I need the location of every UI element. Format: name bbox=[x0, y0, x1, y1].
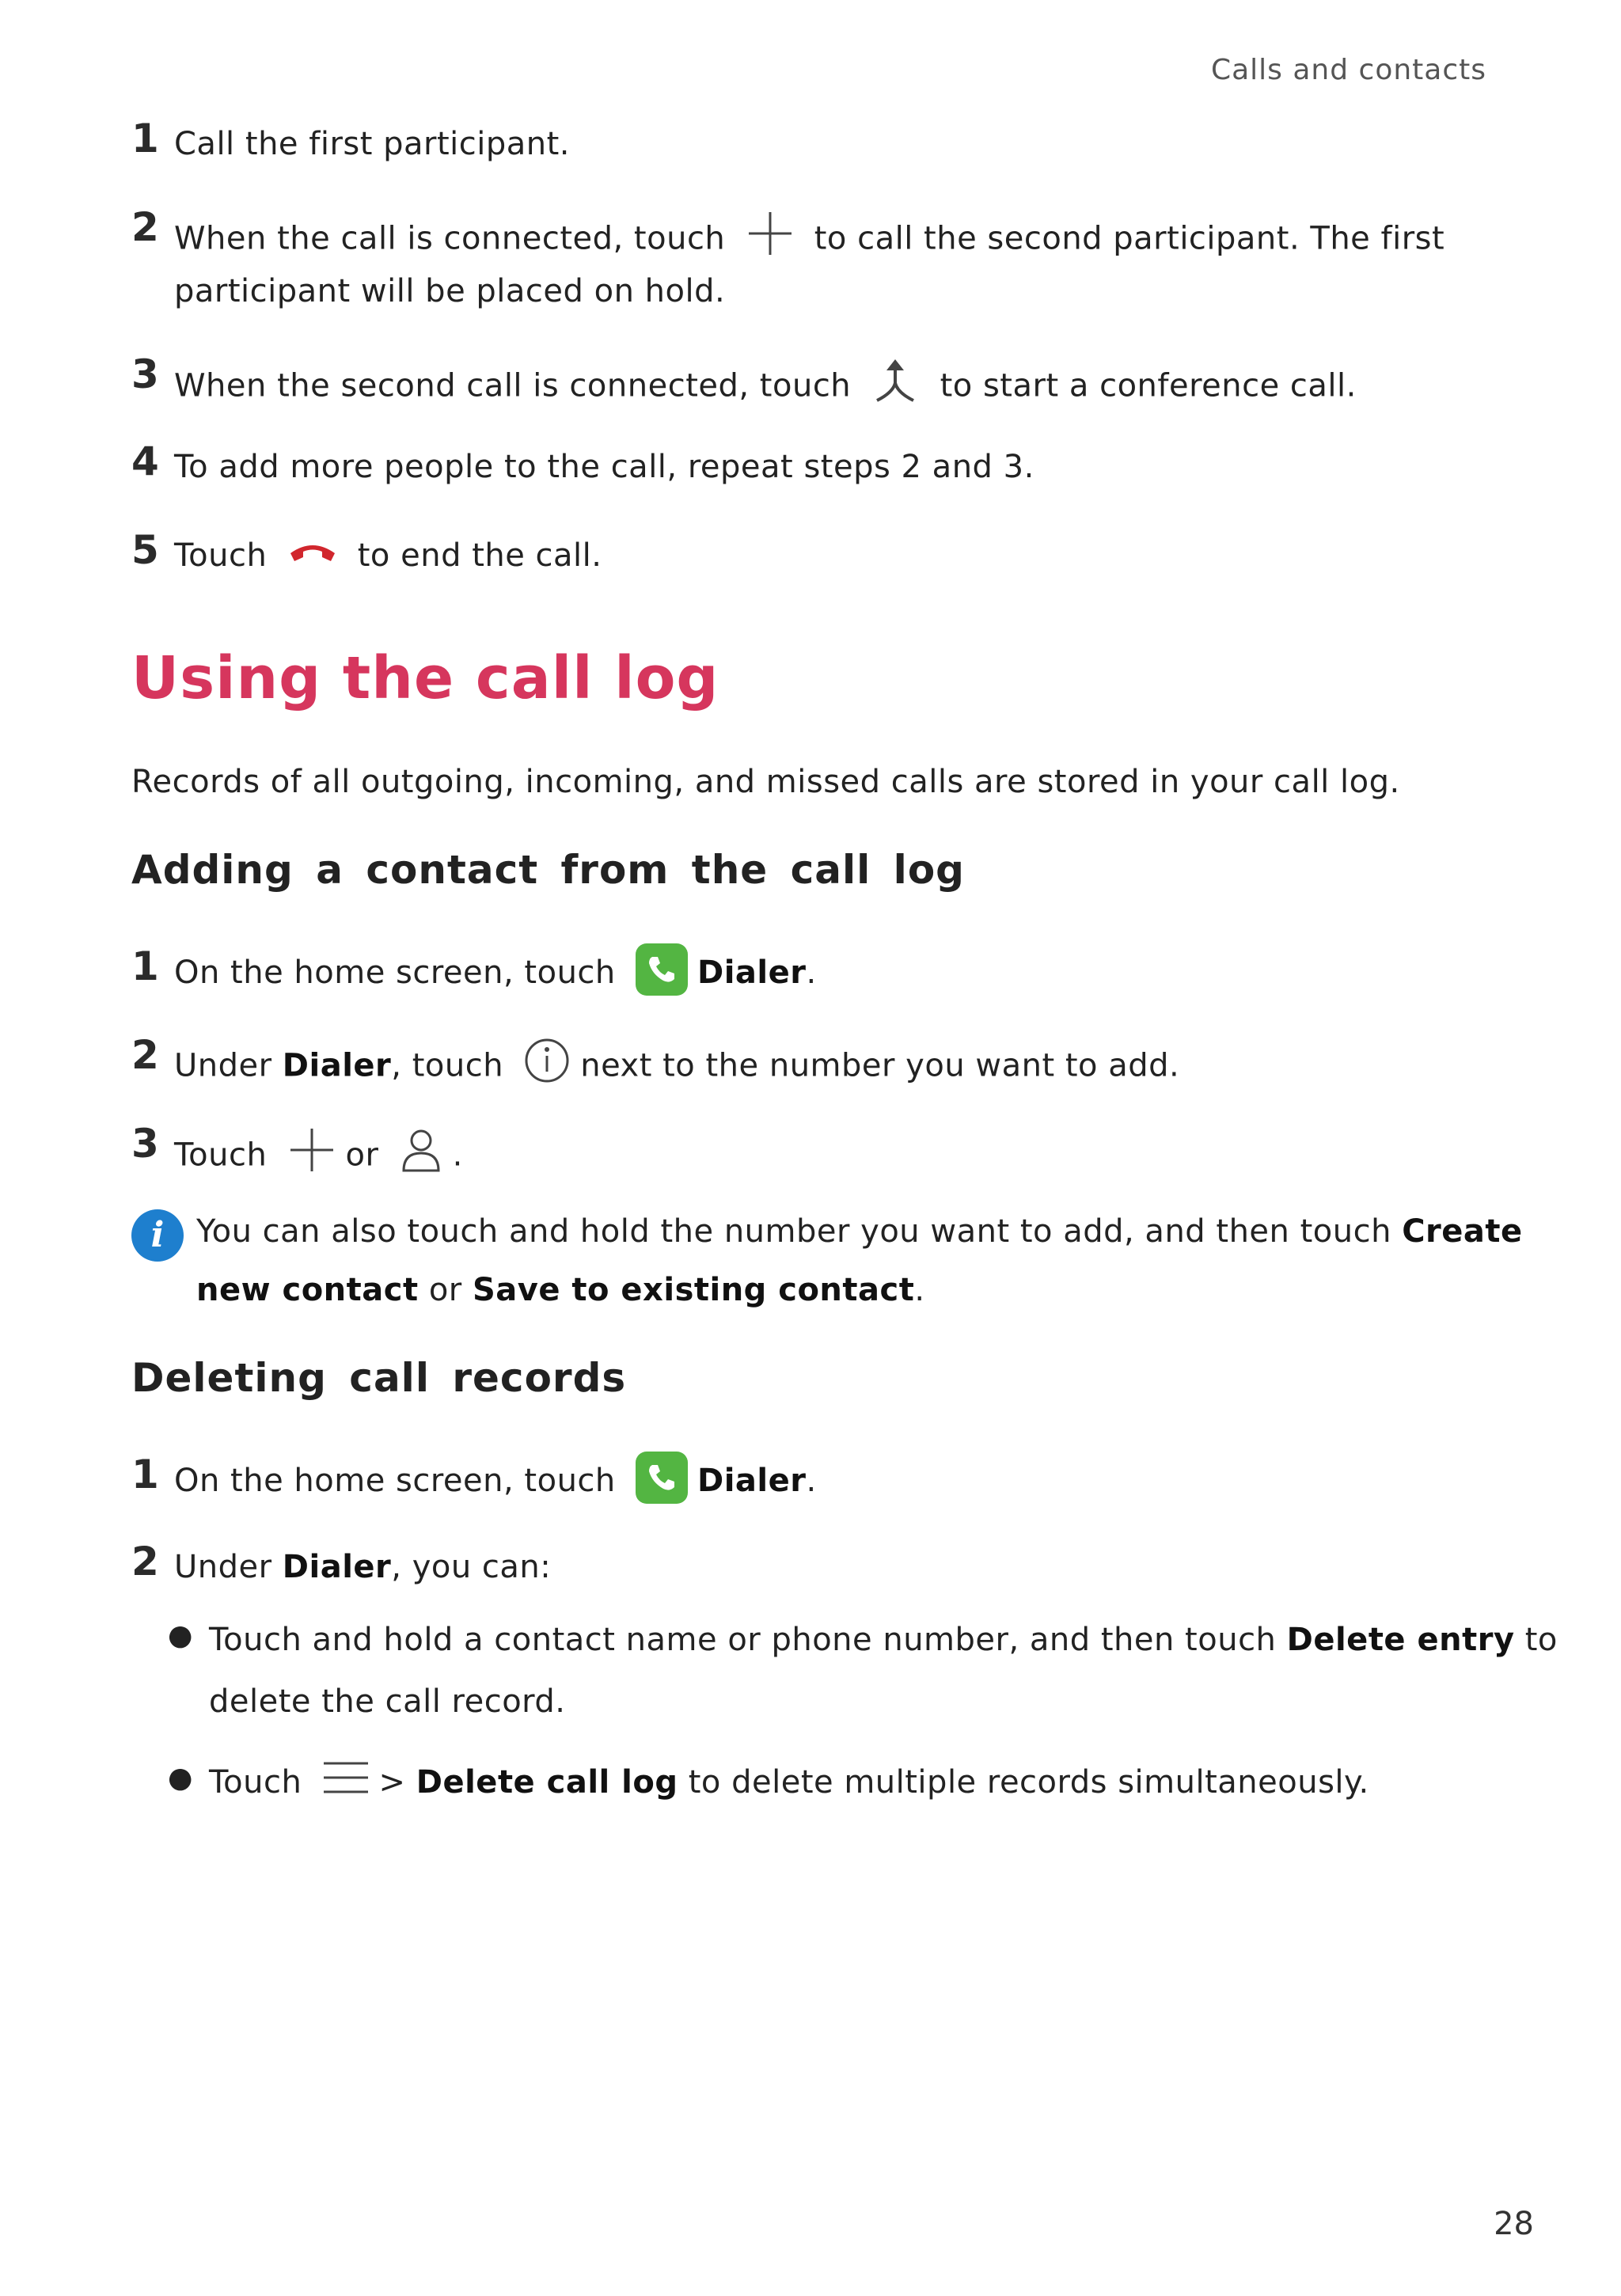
info-circle-icon bbox=[523, 1037, 571, 1098]
step-bold: Dialer bbox=[282, 1047, 392, 1084]
step-text bbox=[174, 532, 602, 581]
menu-icon bbox=[322, 1759, 370, 1809]
note-text-line1 bbox=[196, 1208, 1523, 1255]
step-end: . bbox=[806, 954, 817, 991]
step-text-a: Touch bbox=[174, 537, 268, 574]
step-number: 2 bbox=[131, 1032, 159, 1078]
step-text-a: Under bbox=[174, 1549, 272, 1585]
step-end: . bbox=[452, 1137, 463, 1174]
step-number: 1 bbox=[131, 1452, 159, 1497]
step-text bbox=[174, 1037, 1179, 1098]
step-text-b: to end the call. bbox=[357, 537, 602, 574]
step-bold: Dialer bbox=[282, 1549, 392, 1585]
note-text-line2 bbox=[196, 1266, 925, 1314]
step-number: 5 bbox=[131, 527, 159, 573]
step-text-b: , touch bbox=[391, 1047, 504, 1084]
section-heading-adding: Adding a contact from the call log bbox=[131, 847, 965, 893]
step-text-c: next to the number you want to add. bbox=[580, 1047, 1180, 1084]
bullet-text-b: to bbox=[1524, 1622, 1558, 1658]
end-call-icon bbox=[287, 533, 338, 581]
bullet-text bbox=[209, 1759, 1369, 1809]
bullet-text-a: Touch and hold a contact name or phone number, and then touch bbox=[209, 1622, 1277, 1658]
step-bold: Dialer bbox=[697, 1463, 807, 1499]
step-text-a: Touch bbox=[174, 1137, 268, 1174]
step-number: 3 bbox=[131, 351, 159, 397]
step-bold: Dialer bbox=[697, 954, 807, 991]
bullet-text-line2: delete the call record. bbox=[209, 1683, 566, 1720]
dialer-app-icon bbox=[636, 943, 688, 996]
bullet-text-a: Touch bbox=[209, 1764, 302, 1801]
running-header: Calls and contacts bbox=[1210, 54, 1486, 86]
bullet-text-line1 bbox=[209, 1616, 1558, 1664]
add-icon bbox=[287, 1125, 336, 1188]
step-text-a: Call the first participant. bbox=[174, 126, 571, 162]
bullet-text-b: to delete multiple records simultaneously. bbox=[688, 1764, 1369, 1801]
info-badge-icon: i bbox=[131, 1209, 184, 1262]
step-text bbox=[174, 1456, 817, 1509]
intro-paragraph: Records of all outgoing, incoming, and missed calls are stored in your call log. bbox=[131, 764, 1400, 800]
step-text-a: When the second call is connected, touch bbox=[174, 367, 852, 404]
note-text-b: or bbox=[428, 1272, 462, 1308]
step-number: 2 bbox=[131, 1539, 159, 1584]
step-text bbox=[174, 1125, 463, 1188]
step-text-a: On the home screen, touch bbox=[174, 1463, 616, 1499]
person-icon bbox=[399, 1126, 443, 1187]
bullet-bold: Delete call log bbox=[416, 1764, 678, 1801]
step-text: To add more people to the call, repeat steps 2 and 3. bbox=[174, 449, 1034, 485]
step-number: 1 bbox=[131, 116, 159, 161]
dialer-app-icon bbox=[636, 1452, 688, 1504]
page-title: Using the call log bbox=[131, 644, 719, 712]
merge-call-icon bbox=[871, 356, 920, 419]
step-number: 4 bbox=[131, 438, 159, 484]
bullet-dot: ● bbox=[168, 1762, 193, 1794]
step-text bbox=[174, 1543, 551, 1591]
step-text bbox=[174, 209, 1444, 271]
step-number: 3 bbox=[131, 1121, 159, 1167]
bullet-bold: Delete entry bbox=[1286, 1622, 1515, 1658]
note-text-a: You can also touch and hold the number you want to add, and then touch bbox=[196, 1213, 1391, 1250]
step-text-b: to start a conference call. bbox=[940, 367, 1357, 404]
step-text-b: to call the second participant. The first bbox=[814, 220, 1445, 257]
step-text-a: When the call is connected, touch bbox=[174, 220, 726, 257]
step-text bbox=[174, 948, 817, 1000]
step-number: 1 bbox=[131, 943, 159, 989]
step-text-a: On the home screen, touch bbox=[174, 954, 616, 991]
step-text-a: Under bbox=[174, 1047, 272, 1084]
note-bold-new-contact: new contact bbox=[196, 1272, 419, 1308]
step-text-b: or bbox=[345, 1137, 379, 1174]
step-end: . bbox=[806, 1463, 817, 1499]
step-text bbox=[174, 120, 570, 168]
step-number: 2 bbox=[131, 204, 159, 250]
step-text bbox=[174, 356, 1357, 419]
note-bold-create: Create bbox=[1402, 1213, 1523, 1250]
note-end: . bbox=[914, 1272, 925, 1308]
bullet-sep: > bbox=[378, 1764, 406, 1801]
bullet-dot: ● bbox=[168, 1619, 193, 1652]
add-icon bbox=[746, 209, 795, 271]
step-text-b: , you can: bbox=[391, 1549, 552, 1585]
section-heading-deleting: Deleting call records bbox=[131, 1355, 627, 1401]
step-text-continued: participant will be placed on hold. bbox=[174, 273, 726, 309]
page-number: 28 bbox=[1494, 2206, 1534, 2242]
note-bold-save-existing: Save to existing contact bbox=[472, 1272, 915, 1308]
